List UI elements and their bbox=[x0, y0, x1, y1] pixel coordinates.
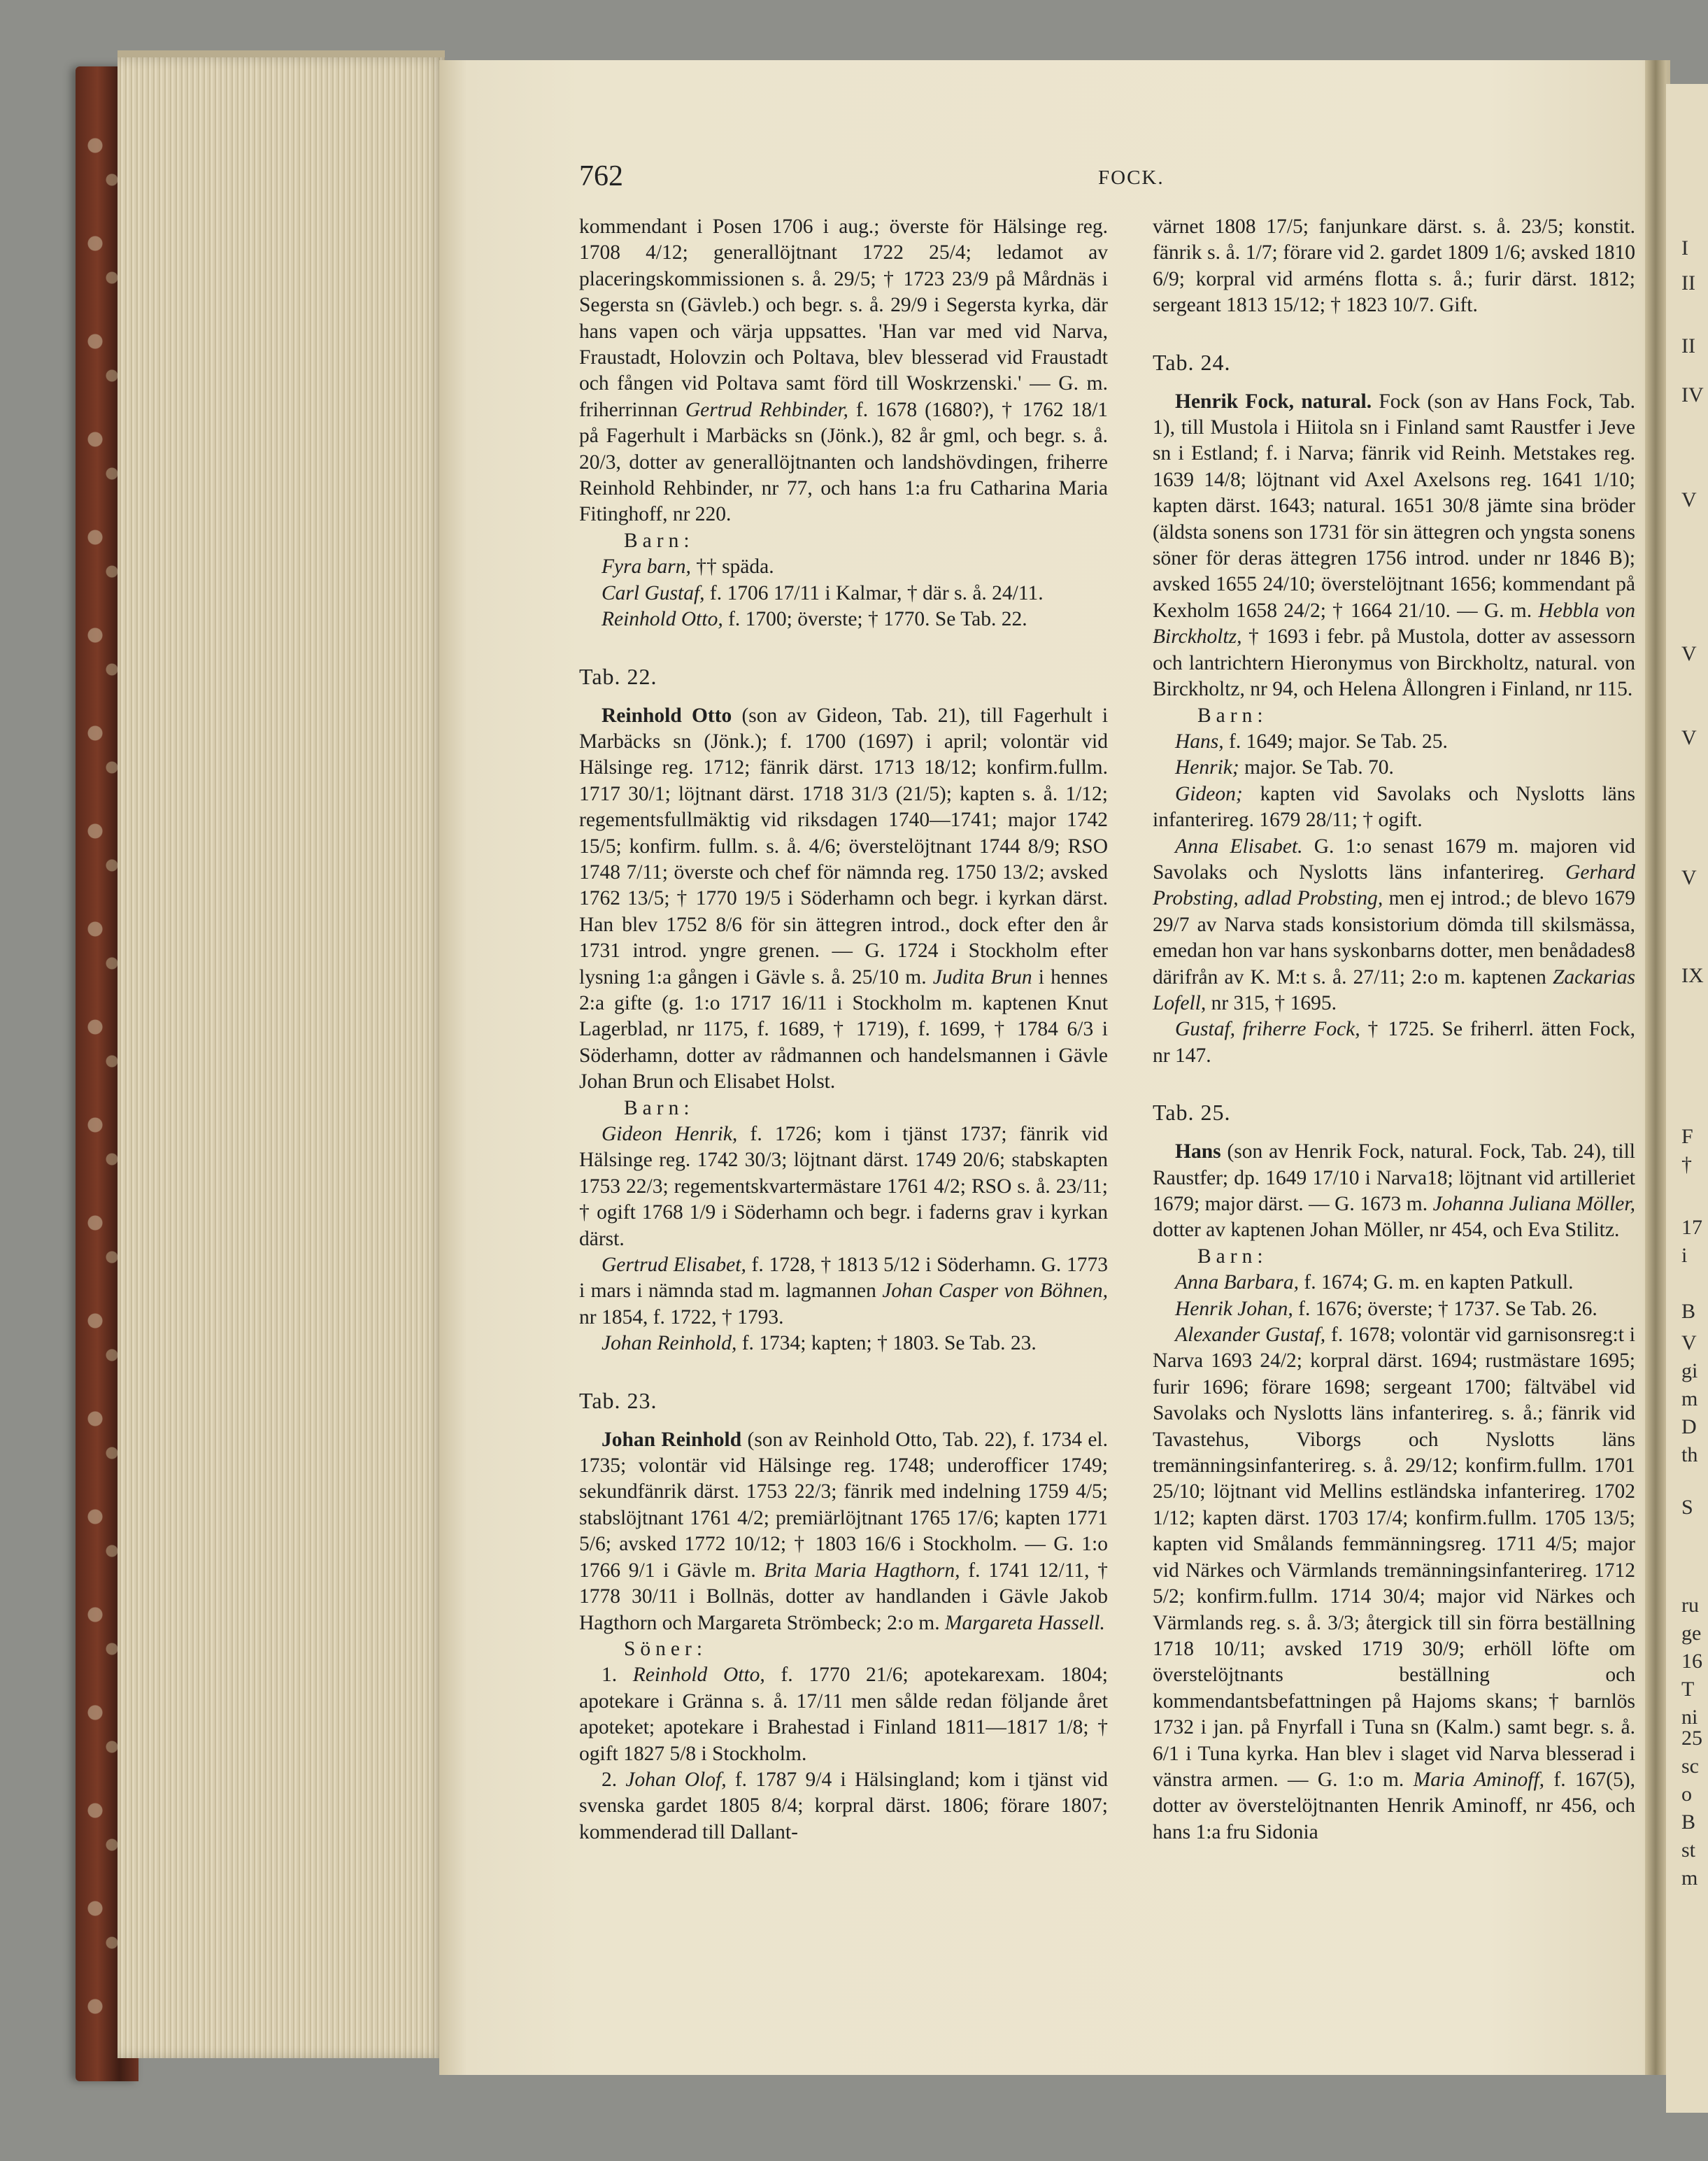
right-page-fragment: V bbox=[1681, 726, 1697, 749]
child-entry bbox=[1153, 1270, 1635, 1296]
right-column bbox=[1153, 214, 1635, 1845]
text: (son av Henrik Fock, natural. Fock, Tab. 24), till Raustfer; dp. 1649 17/10 i Narva18; löjtnant vid artilleriet 1679; major därst. — G. 1673 m. bbox=[1153, 1140, 1635, 1215]
child-entry bbox=[1153, 755, 1635, 781]
table-heading: Tab. 22. bbox=[579, 663, 657, 689]
right-page-fragment: gi bbox=[1681, 1359, 1698, 1382]
child-name: Reinhold Otto, bbox=[602, 608, 723, 631]
text: (son av Reinhold Otto, Tab. 22), f. 1734 el. 1735; volontär vid Hälsinge reg. 1748; underofficer 1749; sekundfänrik därst. 1753 22/3; fänrik med indelning 1759 4/5; stabslöjtnant 1761 4/2; premiärlöjtnant 1765 17/6; kapten 1771 5/6; avsked 1772 10/12; † 1803 16/6 i Stockholm. — G. 1:o 1766 9/1 i Gävle m. bbox=[579, 1428, 1109, 1582]
paragraph: värnet 1808 17/5; fanjunkare därst. s. å. 23/5; konstit. fänrik s. å. 1/7; förare vid 2. gardet 1809 1/6; avsked 1810 6/9; korpral vid arméns flotta s. å.; furir därst. 1812; sergeant 1813 15/12; † 1823 10/7. Gift. bbox=[1153, 215, 1635, 317]
text: f. 1787 9/4 i Hälsingland; kom i tjänst vid svenska gardet 1805 8/4; korpral därst. 1806; förare 1807; kommenderad till Dallant- bbox=[579, 1768, 1109, 1843]
child-name: Anna Elisabet. bbox=[1175, 835, 1303, 858]
text: f. 1706 17/11 i Kalmar, † där s. å. 24/11. bbox=[709, 581, 1044, 604]
child-entry bbox=[579, 1767, 1108, 1845]
text: nr 315, † 1695. bbox=[1211, 991, 1337, 1014]
right-page-fragment: sc bbox=[1681, 1755, 1699, 1778]
right-page-fragment: ge bbox=[1681, 1622, 1702, 1645]
right-page-fragment: m bbox=[1681, 1387, 1698, 1410]
table-heading: Tab. 24. bbox=[1153, 349, 1231, 375]
child-name: Anna Barbara, bbox=[1175, 1271, 1299, 1294]
child-name: Henrik; bbox=[1175, 756, 1239, 779]
right-page-fragment: B bbox=[1681, 1300, 1696, 1323]
list-number: 1. bbox=[602, 1664, 618, 1687]
right-page-fragment: st bbox=[1681, 1838, 1696, 1862]
child-name: Hans, bbox=[1175, 730, 1224, 753]
right-page-fragment: m bbox=[1681, 1866, 1698, 1890]
text: major. Se Tab. 70. bbox=[1244, 756, 1394, 779]
page-stack-edge bbox=[118, 57, 445, 2058]
list-number: 2. bbox=[602, 1768, 618, 1791]
text: f. 1741 12/11, † 1778 30/11 i Bollnäs, dotter av handlanden i Gävle Jakob Hagthorn och Margareta Strömbeck; 2:o m. bbox=[579, 1559, 1108, 1634]
text: dotter av kaptenen Johan Möller, nr 454, och Eva Stilitz. bbox=[1153, 1219, 1620, 1242]
right-page-fragment: o bbox=[1681, 1783, 1692, 1806]
text: Fock (son av Hans Fock, Tab. 1), till Mustola i Hiitola sn i Finland samt Raustfer i Jeve sn i Estland; f. i Narva; fänrik vid Reinh. Metstakes reg. 1639 14/8; löjtnant vid Axel Axelsons reg. 1641 1/10; kapten därst. 1643; natural. 1651 30/8 jämte sina bröder (äldsta sonens son 1731 för sin ättegren och yngsta sonens söner för deras ättegren 1756 introd. under nr 1846 B); avsked 1655 24/10; överstelöjtnant 1656; kommendant på Kexholm 1658 24/2; † 1664 21/10. — G. m. bbox=[1153, 390, 1636, 622]
child-name: Reinhold Otto, bbox=[632, 1664, 765, 1687]
text: †† späda. bbox=[696, 555, 774, 579]
right-page-fragment: V bbox=[1681, 866, 1697, 889]
text: f. 1734; kapten; † 1803. Se Tab. 23. bbox=[741, 1332, 1037, 1355]
right-page-fragment: T bbox=[1681, 1678, 1695, 1701]
right-page-fragment: II bbox=[1681, 334, 1695, 357]
right-page-fragment: IX bbox=[1681, 964, 1704, 987]
child-entry bbox=[1153, 834, 1635, 1017]
right-page-fragment: IV bbox=[1681, 383, 1704, 406]
child-entry bbox=[579, 581, 1108, 607]
text: † 1725. Se friherrl. ätten Fock, nr 147. bbox=[1153, 1018, 1636, 1067]
child-name: Gertrud Elisabet, bbox=[602, 1254, 746, 1277]
child-entry bbox=[1153, 781, 1635, 834]
paragraph bbox=[1153, 1139, 1635, 1244]
child-entry bbox=[579, 1662, 1108, 1767]
paragraph bbox=[579, 214, 1108, 528]
spouse-name: Hebbla von Birckholtz, bbox=[1153, 599, 1636, 649]
right-page-fragment: 16 bbox=[1681, 1650, 1702, 1673]
child-name: Gustaf, friherre Fock, bbox=[1175, 1018, 1360, 1041]
child-entry bbox=[579, 1331, 1108, 1356]
text: nr 1854, f. 1722, † 1793. bbox=[579, 1305, 784, 1329]
paragraph bbox=[579, 703, 1108, 1096]
spouse-name: Judita Brun bbox=[932, 965, 1032, 989]
person-name: Reinhold Otto bbox=[602, 704, 732, 727]
left-column bbox=[579, 214, 1108, 1845]
right-page-fragment: 25 bbox=[1681, 1727, 1702, 1750]
right-page-fragment: V bbox=[1681, 642, 1697, 665]
person-name: Hans bbox=[1175, 1140, 1221, 1163]
person-name: Henrik Fock, natural. bbox=[1175, 390, 1372, 413]
text: † 1693 i febr. på Mustola, dotter av assessorn och lantrichtern Hieronymus von Birckholtz, natural. von Birckholtz, nr 94, och Helena Ållongren i Finland, nr 115. bbox=[1153, 625, 1636, 701]
right-page-fragment: i bbox=[1681, 1244, 1688, 1267]
spouse-name: Zackarias Lofell, bbox=[1153, 965, 1635, 1014]
child-entry bbox=[1153, 729, 1635, 755]
running-head: FOCK. bbox=[1098, 166, 1165, 189]
text: f. 1728, † 1813 5/12 i Söderhamn. G. 1773 i mars i nämnda stad m. lagmannen bbox=[579, 1254, 1108, 1303]
right-page-fragment: ni bbox=[1681, 1706, 1698, 1729]
right-page-fragment: II bbox=[1681, 271, 1695, 295]
section-label: Barn: bbox=[1197, 704, 1268, 727]
paragraph bbox=[1153, 389, 1635, 703]
spouse-name: Johanna Juliana Möller, bbox=[1432, 1193, 1635, 1215]
table-heading: Tab. 23. bbox=[579, 1387, 657, 1413]
spouse-name: Gertrud Rehbinder, bbox=[685, 398, 848, 421]
book-gutter bbox=[1645, 60, 1666, 2075]
text: kommendant i Posen 1706 i aug.; överste för Hälsinge reg. 1708 4/12; generallöjtnant 1722 25/4; ledamot av placeringskommissionen s. å. 29/5; † 1723 23/9 på Mårdnäs i Segersta sn (Gävleb.) och begr. s. å. 29/9 i Segersta kyrka, där hans vapen och värja uppsattes. 'Han var med vid Narva, Fraustadt, Holovzin och Poltava, blev blesserad vid Fraustadt och fången vid Poltava samt förd till Woskrzenski.' — G. m. friherrinnan bbox=[579, 215, 1108, 421]
child-name: Johan Reinhold, bbox=[602, 1332, 737, 1355]
spouse-name: Margareta Hassell. bbox=[944, 1611, 1105, 1634]
section-label: Barn: bbox=[624, 1096, 695, 1119]
child-name: Johan Olof, bbox=[625, 1768, 727, 1791]
spouse-name: Gerhard Probsting, adlad Probsting, bbox=[1153, 860, 1636, 910]
section-label: Barn: bbox=[624, 529, 695, 552]
text: f. 1770 21/6; apotekarexam. 1804; apotekare i Gränna s. å. 17/11 men sålde redan följande året apoteket; apotekare i Brahestad i Finland 1811—1817 1/8; † ogift 1827 5/8 i Stockholm. bbox=[579, 1664, 1108, 1765]
text: i hennes 2:a gifte (g. 1:o 1717 16/11 i Stockholm m. kaptenen Knut Lagerblad, nr 1175, f. 1689, † 1719), f. 1699, † 1784 6/3 i Söderhamn, dotter av rådmannen och handelsmannen i Gävle Johan Brun och Elisabet Holst. bbox=[579, 965, 1109, 1093]
section-label: Söner: bbox=[624, 1637, 708, 1660]
section-label: Barn: bbox=[1197, 1245, 1268, 1268]
right-page-fragment: V bbox=[1681, 488, 1697, 511]
text: f. 167(5), dotter av överstelöjtnanten Henrik Aminoff, nr 456, och hans 1:a fru Sidonia bbox=[1153, 1768, 1636, 1843]
text: f. 1726; kom i tjänst 1737; fänrik vid Hälsinge reg. 1742 30/3; löjtnant därst. 1749 20/6; stabskapten 1753 22/3; regementskvartermästare 1761 4/2; RSO s. å. 23/11; † ogift 1768 1/9 i Söderhamn och begr. i faderns grav i kyrkan därst. bbox=[579, 1123, 1109, 1250]
child-name: Alexander Gustaf, bbox=[1175, 1324, 1326, 1347]
text: men ej introd.; de blevo 1679 29/7 av Narva stads konsistorium dömda till skilsmässa, emedan hon var hans syskonbarns dotter, men benådades8 därifrån av K. M:t s. å. 27/11; 2:o m. kaptenen bbox=[1153, 887, 1635, 989]
right-page-fragments bbox=[1681, 238, 1702, 2127]
right-page-fragment: † bbox=[1681, 1153, 1692, 1176]
right-page-fragment: th bbox=[1681, 1443, 1698, 1466]
text: kapten vid Savolaks och Nyslotts läns infanterireg. 1679 28/11; † ogift. bbox=[1153, 782, 1635, 832]
table-heading: Tab. 25. bbox=[1153, 1100, 1231, 1126]
child-name: Gideon; bbox=[1175, 782, 1243, 805]
page-number: 762 bbox=[579, 160, 623, 192]
spouse-name: Johan Casper von Böhnen, bbox=[882, 1280, 1108, 1303]
child-entry bbox=[1153, 1322, 1635, 1845]
paragraph bbox=[579, 1427, 1108, 1636]
text: f. 1700; överste; † 1770. Se Tab. 22. bbox=[728, 608, 1027, 631]
child-entry bbox=[579, 554, 1108, 580]
child-entry bbox=[1153, 1016, 1635, 1069]
right-page-fragment: I bbox=[1681, 236, 1688, 260]
child-entry bbox=[1153, 1296, 1635, 1322]
child-name: Fyra barn, bbox=[602, 555, 691, 579]
text: f. 1674; G. m. en kapten Patkull. bbox=[1304, 1271, 1574, 1294]
text: f. 1676; överste; † 1737. Se Tab. 26. bbox=[1298, 1297, 1597, 1320]
child-entry bbox=[579, 1252, 1108, 1331]
right-page-fragment: ru bbox=[1681, 1594, 1699, 1617]
right-page-fragment: 17 bbox=[1681, 1216, 1702, 1239]
right-page-fragment: F bbox=[1681, 1125, 1693, 1148]
spouse-name: Brita Maria Hagthorn, bbox=[764, 1559, 960, 1582]
child-name: Carl Gustaf, bbox=[602, 581, 705, 604]
child-name: Henrik Johan, bbox=[1175, 1297, 1293, 1320]
child-entry bbox=[579, 1121, 1108, 1252]
text: f. 1649; major. Se Tab. 25. bbox=[1229, 730, 1448, 753]
right-page-fragment: D bbox=[1681, 1415, 1697, 1438]
right-page-fragment: V bbox=[1681, 1331, 1697, 1354]
text: (son av Gideon, Tab. 21), till Fagerhult i Marbäcks sn (Jönk.); f. 1700 (1697) i april; volontär vid Hälsinge reg. 1712; fänrik därst. 1713 18/12; konfirm.fullm. 1717 30/1; löjtnant därst. 1718 31/3 (21/5); kapten s. å. 1/12; regementsfullmäktig vid riksdagen 1740—1741; major 1742 15/5; konfirm. fullm. s. å. 4/6; överstelöjtnant 1744 8/9; RSO 1748 7/11; överste och chef för nämnda reg. 1750 13/2; avsked 1762 13/5; † 1770 19/5 i Söderhamn och begr. i kyrkan därst. Han blev 1752 8/6 för sin ättegren introd., dock efter den år 1731 introd. yngre grenen. — G. 1724 i Stockholm efter lysning 1:a gången i Gävle s. å. 25/10 m. bbox=[579, 704, 1109, 989]
right-page-fragment: B bbox=[1681, 1811, 1696, 1834]
text: G. 1:o senast 1679 m. majoren vid Savolaks och Nyslotts läns infanterireg. bbox=[1153, 835, 1636, 884]
person-name: Johan Reinhold bbox=[602, 1428, 742, 1451]
text: f. 1678 (1680?), † 1762 18/1 på Fagerhult i Marbäcks sn (Jönk.), 82 år gml, och begr. s. å. 20/3, dotter av generallöjtnanten och landshövdingen, friherre Reinhold Rehbinder, nr 77, och hans 1:a fru Catharina Maria Fitinghoff, nr 220. bbox=[579, 398, 1109, 526]
spouse-name: Maria Aminoff, bbox=[1413, 1768, 1545, 1791]
child-entry bbox=[579, 607, 1108, 632]
right-page-fragment: S bbox=[1681, 1496, 1693, 1519]
child-name: Gideon Henrik, bbox=[602, 1123, 738, 1145]
text: f. 1678; volontär vid garnisonsreg:t i Narva 1693 24/2; korpral därst. 1694; rustmästare 1695; furir 1696; förare 1698; sergeant 1700; fältväbel vid Savolaks och Nyslotts läns infanterireg. s. å.; fänrik vid Tavastehus, Viborgs och Nyslotts läns tremänningsinfanterireg. s. å. 29/12; konfirm.fullm. 1701 25/10; löjtnant vid Mellins estländska infanterireg. 1702 1/12; kapten därst. 1703 17/4; konfirm.fullm. 1705 13/5; kapten vid Smålands femmänningsreg. 1711 4/5; major vid Närkes och Värmlands tremänningsinfanterireg. 1712 5/2; konfirm.fullm. 1714 30/4; major vid Närkes och Värmlands reg. s. å. 3/3; återgick till sin förra beställning 1718 10/11; avsked 1719 30/9; erhöll löfte om överstelöjtnants beställning och kommendantsbefattningen på Hajoms skans; † barnlös 1732 i jan. på Fnyrfall i Tuna sn (Kalm.) samt begr. s. å. 6/1 i Tuna kyrka. Han blev i slaget vid Narva blesserad i vänstra armen. — G. 1:o m. bbox=[1153, 1324, 1636, 1791]
